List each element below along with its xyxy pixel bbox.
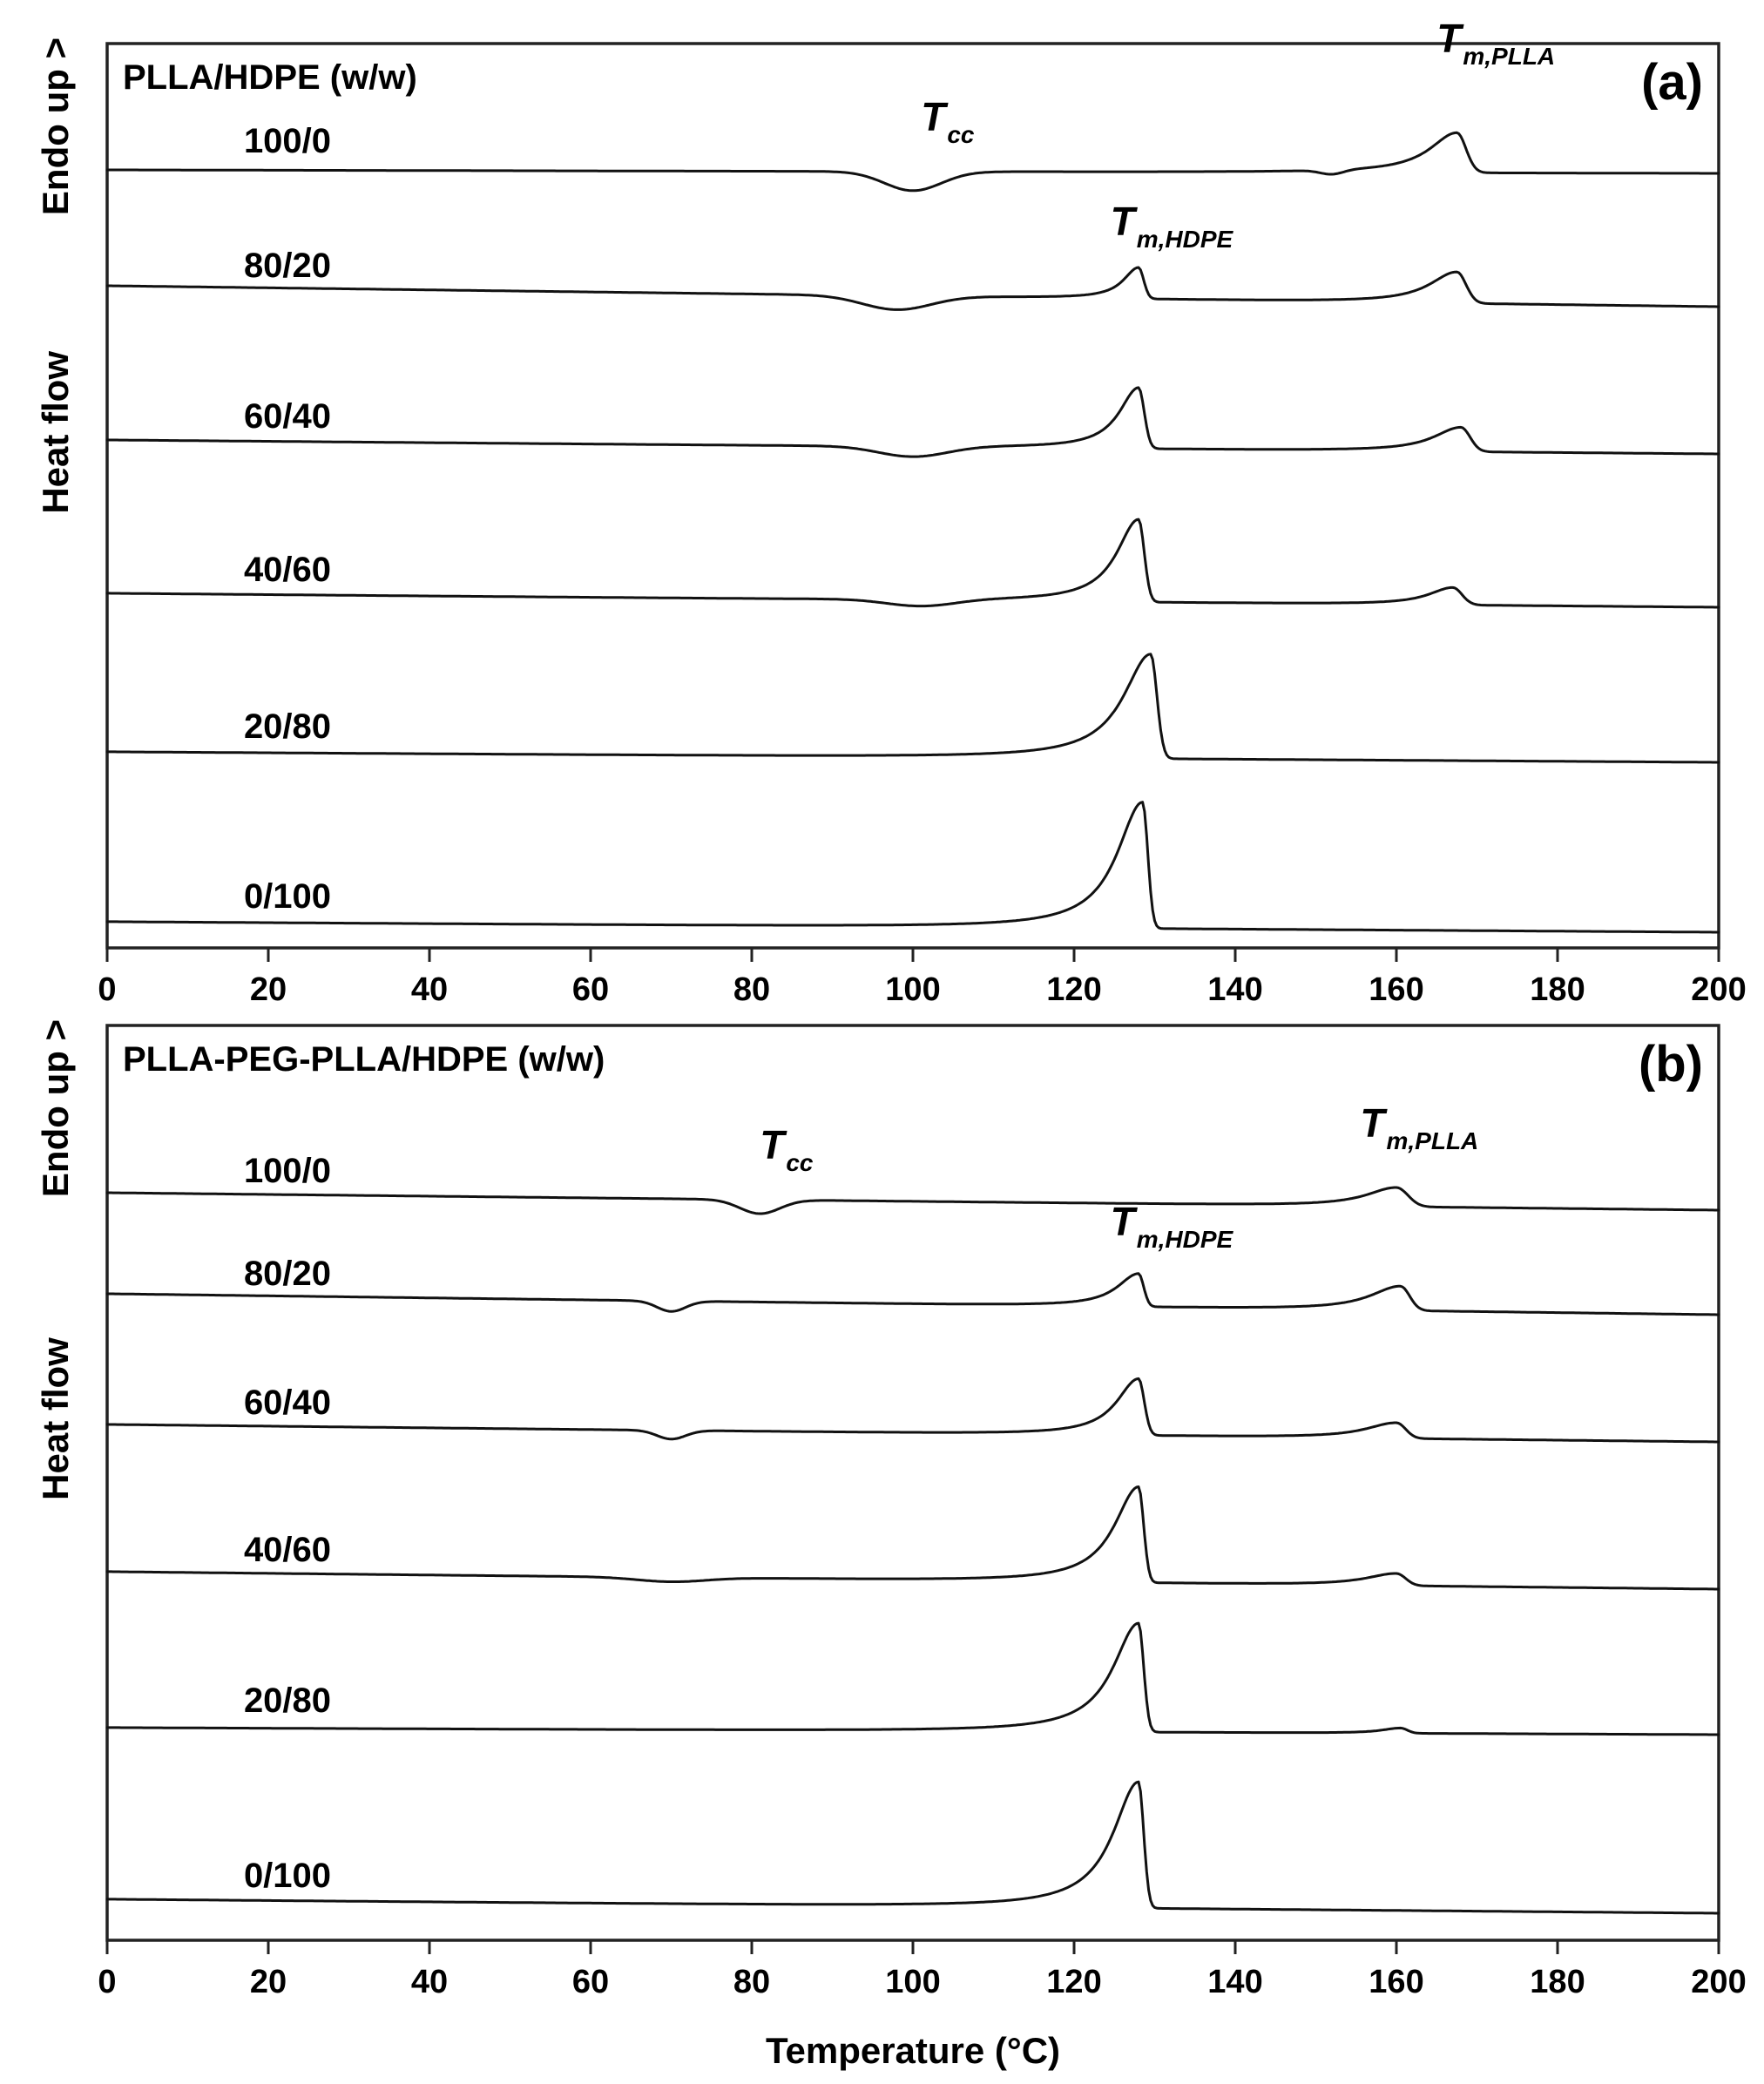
x-tick-label: 20 [249,971,287,1008]
dsc-trace-20-80 [107,1623,1719,1735]
dsc-trace-40-60 [107,519,1719,607]
panel-title: PLLA-PEG-PLLA/HDPE (w/w) [123,1040,605,1079]
x-tick-label: 120 [1046,971,1102,1008]
peak-annotation: $T_{m,PLLA}$ [1436,16,1556,70]
dsc-trace-60-40 [107,1378,1719,1442]
panel-title: PLLA/HDPE (w/w) [123,58,417,97]
sample-label: 40/60 [243,551,332,589]
x-tick-label: 20 [249,1964,287,2000]
sample-label: 60/40 [243,397,332,436]
x-tick-label: 160 [1369,1964,1424,2000]
peak-annotation: $T_{m,HDPE}$ [1110,199,1233,253]
x-tick-label: 80 [733,971,771,1008]
sample-label: 0/100 [243,877,332,916]
dsc-trace-60-40 [107,388,1719,457]
sample-label: 20/80 [243,707,332,746]
dsc-trace-100-0 [107,1187,1719,1214]
panel-b [35,1019,1747,2000]
x-tick-label: 200 [1691,971,1747,1008]
dsc-trace-80-20 [107,1274,1719,1315]
peak-annotation: $T_{m,PLLA}$ [1360,1100,1479,1154]
y-axis-label-endo-up: Endo up > [35,37,76,216]
sample-label: 100/0 [243,1152,332,1190]
peak-annotation: $T_{cc}$ [760,1122,814,1176]
plot-frame [107,44,1719,948]
peak-annotation: $T_{m,HDPE}$ [1110,1199,1233,1253]
sample-label: 20/80 [243,1681,332,1720]
dsc-trace-100-0 [107,132,1719,191]
dsc-trace-0-100 [107,1782,1719,1913]
dsc-trace-20-80 [107,654,1719,762]
dsc-trace-80-20 [107,267,1719,309]
sample-label: 100/0 [243,122,332,160]
sample-label: 80/20 [243,247,332,285]
x-tick-label: 60 [571,971,610,1008]
panel-letter: (a) [1641,54,1703,111]
x-tick-label: 40 [410,971,449,1008]
x-tick-label: 80 [733,1964,771,2000]
x-tick-label: 180 [1530,1964,1585,2000]
x-tick-label: 0 [98,1964,117,2000]
panel-letter: (b) [1638,1036,1703,1093]
panel-a [35,16,1747,1008]
y-axis-label-endo-up: Endo up > [35,1018,76,1198]
peak-annotation: $T_{cc}$ [921,94,975,148]
sample-label: 40/60 [243,1531,332,1569]
sample-label: 80/20 [243,1255,332,1293]
x-tick-label: 100 [885,971,941,1008]
dsc-trace-40-60 [107,1487,1719,1590]
sample-label: 60/40 [243,1384,332,1422]
plot-frame [107,1025,1719,1940]
x-tick-label: 100 [885,1964,941,2000]
x-tick-label: 200 [1691,1964,1747,2000]
x-tick-label: 60 [571,1964,610,2000]
y-axis-label-heat-flow: Heat flow [35,1337,76,1500]
sample-label: 0/100 [243,1857,332,1895]
x-tick-label: 40 [410,1964,449,2000]
x-tick-label: 140 [1207,1964,1263,2000]
y-axis-label-heat-flow: Heat flow [35,350,76,514]
x-tick-label: 180 [1530,971,1585,1008]
x-tick-label: 140 [1207,971,1263,1008]
x-tick-label: 160 [1369,971,1424,1008]
dsc-trace-0-100 [107,802,1719,932]
x-tick-label: 120 [1046,1964,1102,2000]
x-axis-label: Temperature (°C) [765,2030,1061,2071]
x-tick-label: 0 [98,971,117,1008]
